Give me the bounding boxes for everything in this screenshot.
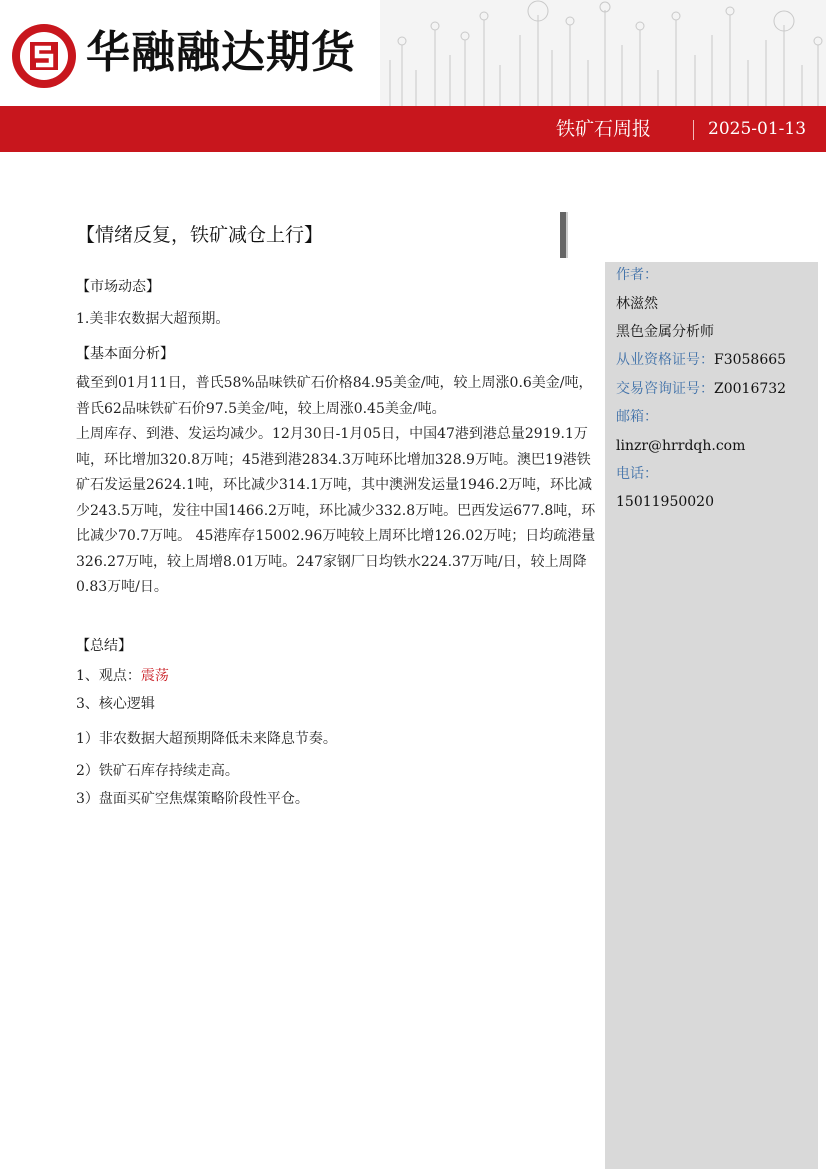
title-accent-bar [560,212,568,258]
phone-label: 电话： [616,466,658,482]
report-title: 【情绪反复，铁矿减仓上行】 [76,224,324,246]
brand-name: 华融融达期货 [86,27,356,78]
logic-item: 2）铁矿石库存持续走高。 [76,763,239,779]
author-label: 作者： [616,267,658,283]
logic-item: 1）非农数据大超预期降低未来降息节奏。 [76,731,337,747]
report-type: 铁矿石周报 [556,118,652,140]
email-value[interactable]: linzr@hrrdqh.com [616,438,746,454]
view-line [76,666,169,686]
license-label: 从业资格证号： [616,352,714,368]
market-heading: 【市场动态】 [76,279,160,295]
logic-heading: 3、核心逻辑 [76,696,155,712]
fundamental-body [76,371,598,601]
email-label: 邮箱： [616,409,658,425]
consult-value: Z0016732 [714,381,787,397]
fundamental-price-paragraph: 截至到01月11日，普氏58%品味铁矿石价格84.95美金/吨，较上周涨0.6美金/吨，普氏62品味铁矿石价97.5美金/吨，较上周涨0.45美金/吨。 [76,375,593,417]
report-header [0,0,826,106]
consult-line [616,379,786,399]
consult-label: 交易咨询证号： [616,381,714,397]
author-role: 黑色金属分析师 [616,324,714,340]
company-logo-icon [10,22,78,90]
view-prefix: 1、观点： [76,668,141,684]
market-item: 1.美非农数据大超预期。 [76,311,230,327]
summary-heading: 【总结】 [76,638,132,654]
banner-divider [693,120,694,140]
report-banner [0,106,826,152]
report-date: 2025-01-13 [708,119,807,139]
license-value: F3058665 [714,352,787,368]
view-value: 震荡 [140,668,169,684]
header-decoration [380,0,826,106]
license-line [616,350,786,370]
fundamental-heading: 【基本面分析】 [76,346,174,362]
phone-value: 15011950020 [616,494,714,510]
author-name: 林滋然 [616,296,658,312]
fundamental-inventory-paragraph: 上周库存、到港、发运均减少。12月30日-1月05日，中国47港到港总量2919.1万吨，环比增加320.8万吨；45港到港2834.3万吨环比增加328.9万吨。澳巴19港铁矿石发运量2624.1吨，环比减少314.1万吨，其中澳洲发运量1946.2万吨，环比减少243.5万吨，发往中国1466.2万吨，环比减少332.8万吨。巴西发运677.8吨，环比减少70.7万吨。 45港库存15002.96万吨较上周环比增126.02万吨；日均疏港量326.27万吨，较上周增8.01万吨。247家钢厂日均铁水224.37万吨/日，较上周降0.83万吨/日。 [76,426,596,595]
logic-item: 3）盘面买矿空焦煤策略阶段性平仓。 [76,791,309,807]
